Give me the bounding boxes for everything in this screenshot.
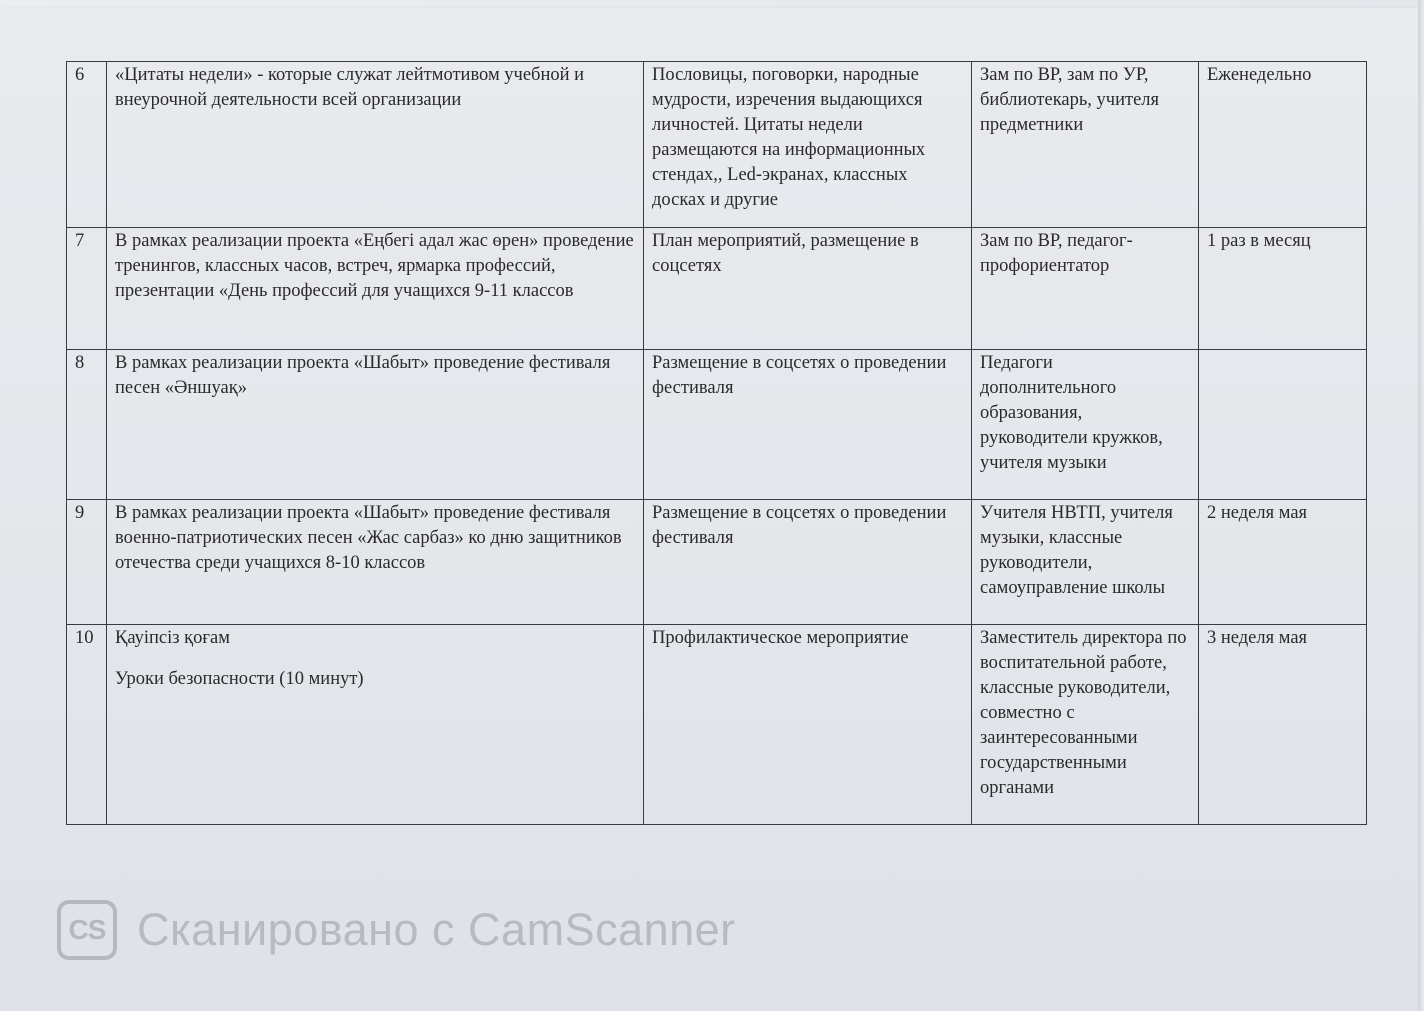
row-number: 6 [67,62,107,228]
table-row [67,500,1367,625]
table-row [67,228,1367,350]
row-number: 7 [67,228,107,350]
row-number: 10 [67,625,107,825]
form-cell: Профилактическое мероприятие [644,625,972,825]
event-cell [107,625,644,825]
event-title: Қауіпсіз қоғам [115,628,230,648]
responsible-cell: Зам по ВР, педагог-профориентатор [972,228,1199,350]
responsible-cell: Педагоги дополнительного образования, руководители кружков, учителя музыки [972,350,1199,500]
event-cell: В рамках реализации проекта «Шабыт» проведение фестиваля песен «Әншуақ» [107,350,644,500]
term-cell: 2 неделя мая [1199,500,1367,625]
row-number: 9 [67,500,107,625]
table-row [67,62,1367,228]
camscanner-watermark [57,898,736,962]
responsible-cell: Учителя НВТП, учителя музыки, классные руководители, самоуправление школы [972,500,1199,625]
event-subtitle: Уроки безопасности (10 минут) [115,669,364,689]
term-cell [1199,350,1367,500]
row-number: 8 [67,350,107,500]
responsible-cell: Зам по ВР, зам по УР, библиотекарь, учителя предметники [972,62,1199,228]
event-cell: В рамках реализации проекта «Шабыт» проведение фестиваля военно-патриотических песен «Жас сарбаз» ко дню защитников отечества среди учащихся 8-10 классов [107,500,644,625]
events-table [66,61,1367,825]
form-cell: План мероприятий, размещение в соцсетях [644,228,972,350]
term-cell: 1 раз в месяц [1199,228,1367,350]
page-edge-shadow [1418,0,1424,1011]
event-cell: «Цитаты недели» - которые служат лейтмотивом учебной и внеурочной деятельности всей организации [107,62,644,228]
event-cell: В рамках реализации проекта «Еңбегі адал жас өрен» проведение тренингов, классных часов, встреч, ярмарка профессий, презентации «День профессий для учащихся 9-11 классов [107,228,644,350]
camscanner-logo-icon: CS [57,900,117,960]
form-cell: Размещение в соцсетях о проведении фестиваля [644,350,972,500]
watermark-text: Сканировано с CamScanner [137,904,736,955]
term-cell: 3 неделя мая [1199,625,1367,825]
table-row [67,350,1367,500]
term-cell: Еженедельно [1199,62,1367,228]
form-cell: Размещение в соцсетях о проведении фестиваля [644,500,972,625]
responsible-cell: Заместитель директора по воспитательной работе, классные руководители, совместно с заинтересованными государственными органами [972,625,1199,825]
form-cell: Пословицы, поговорки, народные мудрости, изречения выдающихся личностей. Цитаты недели размещаются на информационных стендах,, Led-экранах, классных досках и другие [644,62,972,228]
table-row [67,625,1367,825]
